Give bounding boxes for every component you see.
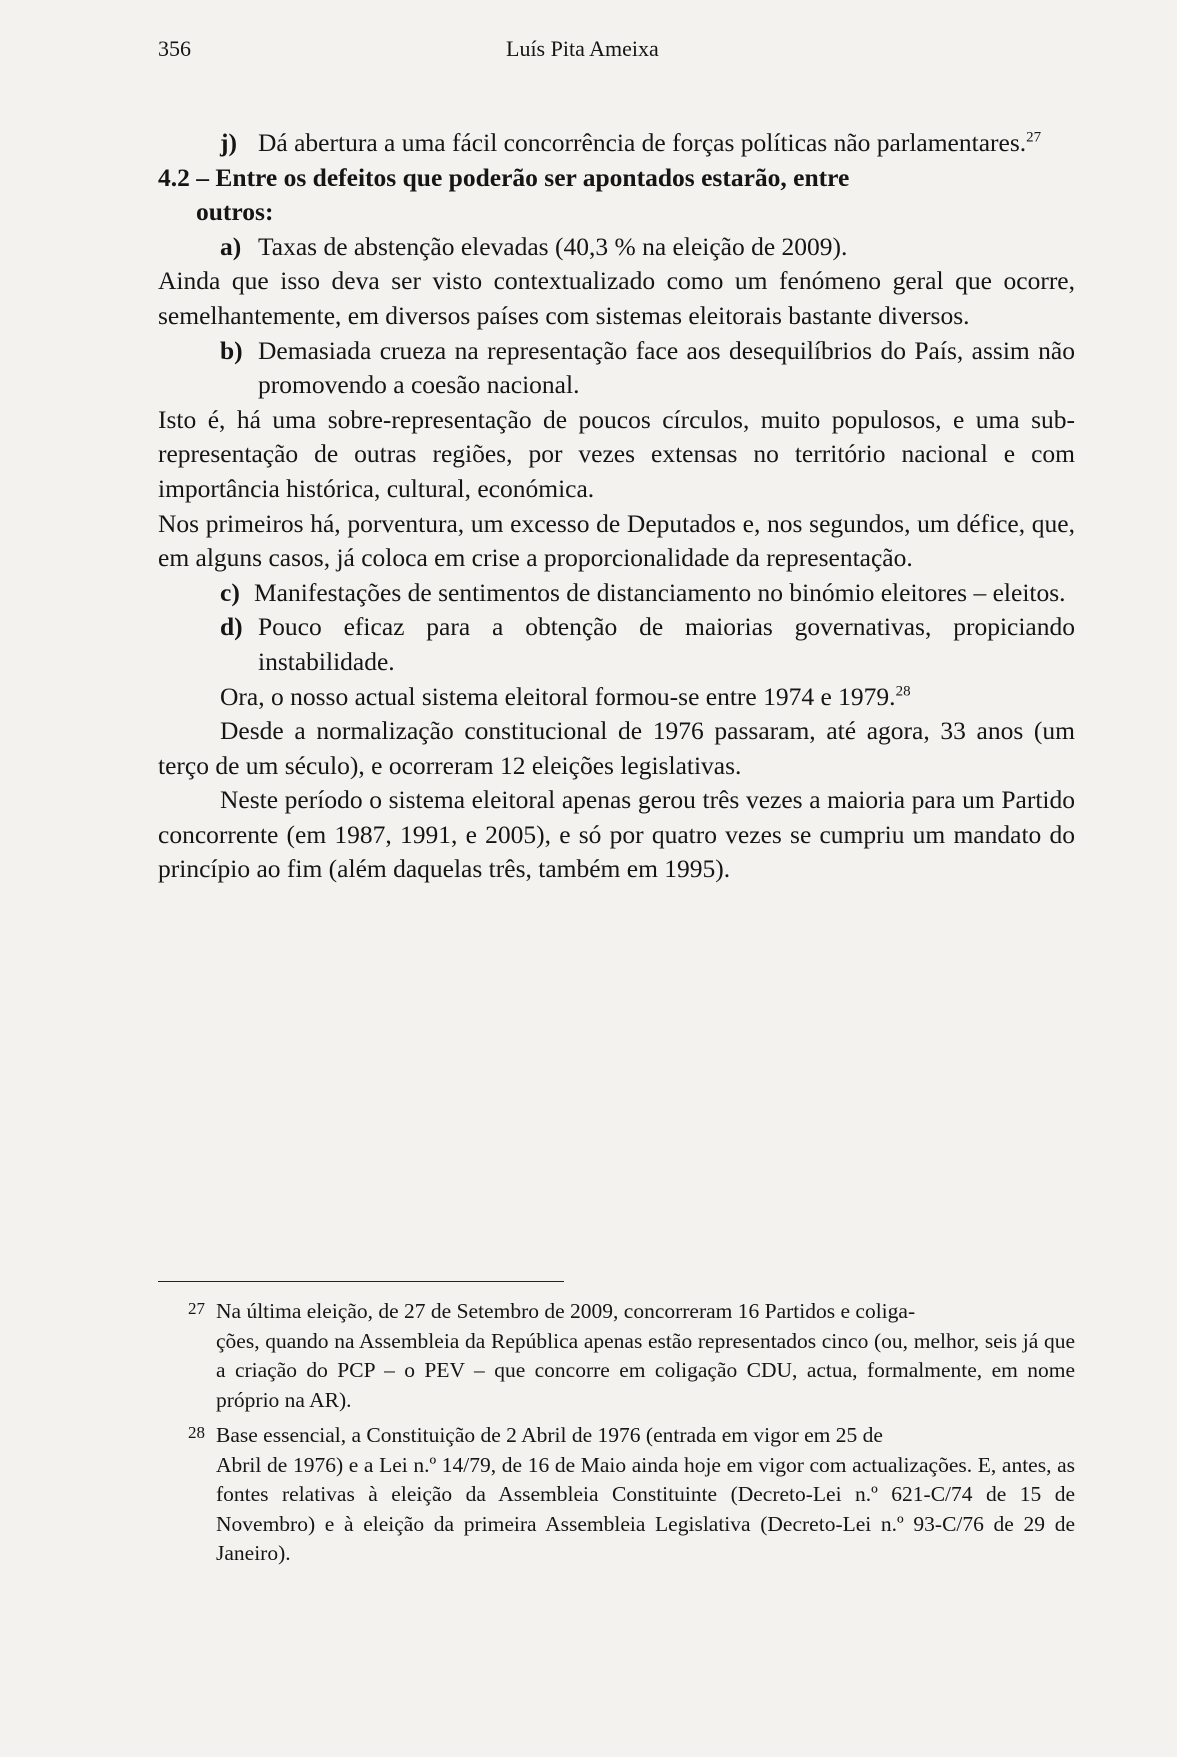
item-subparagraph: Isto é, há uma sobre-representação de poucos círculos, muito populosos, e uma sub-representação de outras regiões, por vezes extensas no território nacional e com importância histórica, cultural, económica.	[158, 404, 1075, 503]
paragraph-text: Ora, o nosso actual sistema eleitoral formou-se entre 1974 e 1979.	[220, 681, 896, 711]
list-item-b	[158, 334, 1075, 403]
footnote-ref: 28	[895, 683, 911, 699]
footnotes	[158, 1297, 1075, 1575]
footnote-text: Na última eleição, de 27 de Setembro de 2009, concorreram 16 Partidos e coliga-	[216, 1299, 916, 1323]
paragraph: Neste período o sistema eleitoral apenas gerou três vezes a maioria para um Partido concorrente (em 1987, 1991, e 2005), e só por quatro vezes se cumpriu um mandato do princípio ao fim (além daquelas três, também em 1995).	[158, 785, 1075, 884]
footnote	[158, 1421, 1075, 1569]
item-text: Demasiada crueza na representação face aos desequilíbrios do País, assim não promovendo a coesão nacional.	[258, 335, 1075, 400]
item-text: Dá abertura a uma fácil concorrência de forças políticas não parlamentares.	[258, 128, 1027, 157]
running-head-author: Luís Pita Ameixa	[506, 36, 659, 61]
footnote-separator	[158, 1281, 564, 1282]
paragraph: Desde a normalização constitucional de 1976 passaram, até agora, 33 anos (um terço de um século), e ocorreram 12 eleições legislativas.	[158, 716, 1075, 780]
item-label: c)	[220, 577, 240, 607]
item-label: j)	[220, 128, 237, 157]
footnote-text: Base essencial, a Constituição de 2 Abril de 1976 (entrada em vigor em 25 de	[216, 1423, 883, 1447]
item-label: b)	[220, 335, 243, 365]
item-label: d)	[220, 612, 243, 642]
item-text: Taxas de abstenção elevadas (40,3 % na eleição de 2009).	[258, 231, 848, 261]
item-text: Manifestações de sentimentos de distanciamento no binómio eleitores – eleitos.	[254, 577, 1066, 607]
section-heading	[158, 161, 1075, 230]
footnote-text-cont: Abril de 1976) e a Lei n.º 14/79, de 16 de Maio ainda hoje em vigor com actualizações. E, antes, as fontes relativas à eleição da Assembleia Constituinte (Decreto-Lei n.º 621-C/74 de 15 de Novembro) e à eleição da primeira Assembleia Legislativa (Decreto-Lei n.º 93-C/76 de 29 de Janeiro).	[216, 1452, 1075, 1565]
paragraph	[220, 680, 1075, 715]
item-subparagraph: Ainda que isso deva ser visto contextualizado como um fenómeno geral que ocorre, semelhantemente, em diversos países com sistemas eleitorais bastante diversos.	[158, 266, 1075, 330]
footnote-text-cont: ções, quando na Assembleia da República apenas estão representados cinco (ou, melhor, seis já que a criação do PCP – o PEV – que concorre em coligação CDU, actua, formalmente, em nome próprio na AR).	[216, 1328, 1075, 1412]
main-text	[158, 126, 1075, 887]
item-label: a)	[220, 231, 242, 261]
page-number: 356	[158, 36, 191, 61]
footnote-number: 28	[188, 1423, 205, 1442]
list-item-c	[158, 576, 1075, 611]
footnote-ref: 27	[1026, 129, 1042, 146]
list-item-d	[158, 610, 1075, 679]
heading-number: 4.2 –	[158, 162, 209, 192]
item-text: Pouco eficaz para a obtenção de maiorias governativas, propiciando instabilidade.	[258, 612, 1075, 676]
footnote-number: 27	[188, 1299, 205, 1318]
heading-text-line1: Entre os defeitos que poderão ser apontados estarão, entre	[215, 162, 850, 192]
list-item-j	[158, 126, 1075, 161]
item-subparagraph: Nos primeiros há, porventura, um excesso de Deputados e, nos segundos, um défice, que, em alguns casos, já coloca em crise a proporcionalidade da representação.	[158, 508, 1075, 573]
list-item-a	[158, 230, 1075, 265]
footnote	[158, 1297, 1075, 1415]
heading-text-line2: outros:	[196, 197, 274, 227]
